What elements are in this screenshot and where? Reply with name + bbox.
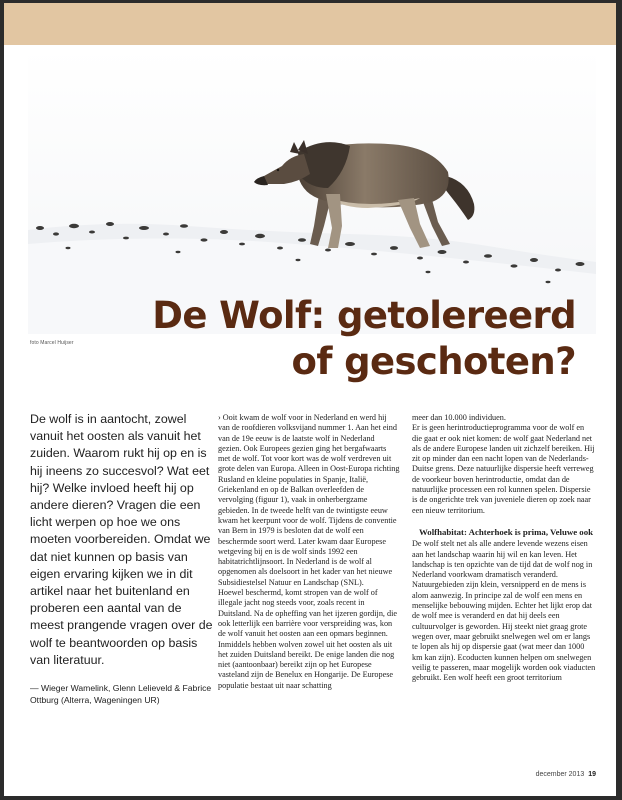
body-column-2 — [218, 413, 400, 691]
wolf-photo — [28, 48, 596, 334]
column3-paragraph-3: De wolf stelt net als alle andere levende wezens eisen aan het landschap waarin hij wil en kan leven. Het landschap is ten opzichte van de tijd dat de wolf nog in Nederland voorkwam dramatisch veranderd. Natuurgebieden zijn klein, versnipperd en de mens is alom aanwezig. In principe zal de wolf een mens en menselijke bebouwing mijden. Echter het lijkt erop dat de wolf mee is veranderd en dat hij deels een cultuurvolger is geworden. Hij steekt niet graag grote wegen over, maar gebruikt snelwegen wel om er langs te lopen als hij op dispersie gaat (wat meer dan 1000 km kan zijn). Ecoducten kunnen helpen om snelwegen veilig te passeren, maar mogelijk worden ook viaducten gebruikt. Een wolf heeft een groot territorium — [412, 539, 596, 683]
footer-date: december 2013 — [535, 771, 585, 778]
page-footer — [536, 771, 596, 778]
photo-credit: foto Marcel Huijser — [30, 340, 74, 346]
article-authors: — Wieger Wamelink, Glenn Lelieveld & Fabrice Ottburg (Alterra, Wageningen UR) — [30, 683, 212, 705]
wolf-on-snow-illustration — [28, 48, 596, 334]
body-column-3 — [412, 413, 596, 683]
column3-paragraph-1: meer dan 10.000 individuen. — [412, 413, 506, 422]
page-title — [152, 293, 576, 385]
page-number: 19 — [588, 771, 596, 778]
magazine-page — [4, 3, 616, 796]
column3-paragraph-2: Er is geen herintroductieprogramma voor de wolf en die gaat er ook niet komen: de wolf gaat Nederland net als de andere Europese landen uit zichzelf bereiken. Hij zit op minder dan een nacht lopen van de Nederlands-Duitse grens. Deze natuurlijke dispersie heeft verreweg de voorkeur boven herintroductie, omdat dan de natuurlijke processen een rol kunnen spelen. Dispersie is de ongerichte trek van juveniele dieren op zoek naar een nieuw territorium. — [412, 423, 595, 515]
article-intro: De wolf is in aantocht, zowel vanuit het oosten als vanuit het zuiden. Waarom rukt hij op en is hij ineens zo succesvol? Wat eet hij? Welke invloed heeft hij op andere dieren? Vragen die een licht werpen op hoe we ons moeten voorbereiden. Omdat we dat niet kunnen op basis van eigen ervaring kijken we in dit artikel naar het buitenland en proberen een aantal van de meest prangende vragen over de wolf te beantwoorden op basis van literatuur. — [30, 412, 213, 667]
column2-paragraph-1: › Ooit kwam de wolf voor in Nederland en werd hij van de roofdieren volksvijand nummer 1. Aan het eind van de 19e eeuw is de laatste wolf in Nederland gezien. Ook Europees gezien ging het bergafwaarts met de wolf. Tot voor kort was de wolf verdreven uit grote delen van Europa. Alleen in Oost-Europa richting Rusland en kleine populaties in Spanje, Italië, Griekenland en op de Balkan overleefden de vervolging (figuur 1), vaak in onherbergzame gebieden. In de tweede helft van de twintigste eeuw kwam het keerpunt voor de wolf. Tijdens de conventie van Bern in 1979 is besloten dat de wolf een beschermde soort werd. Later kwam daar Europese wetgeving bij en is de wolf sinds 1992 een habitatrichtlijnsoort. In Nederland is de wolf al opgenomen als doelsoort in het kader van het nieuwe Subsidiestelsel Natuur en Landschap (SNL). — [218, 413, 400, 587]
title-line-2: of geschoten? — [291, 340, 576, 383]
top-color-band — [4, 3, 616, 45]
title-line-1: De Wolf: getolereerd — [152, 294, 576, 337]
section-heading: Wolfhabitat: Achterhoek is prima, Veluwe ook — [419, 526, 593, 537]
column2-paragraph-2: Hoewel beschermd, komt stropen van de wolf of illegale jacht nog steeds voor, zoals recent in Duitsland. Na de opheffing van het ijzeren gordijn, die ook letterlijk een barrière voor verspreiding was, kon de wolf vanuit het oosten aan een opmars beginnen. Inmiddels hebben wolven zowel uit het oosten als uit het zuiden Duitsland bereikt. De enige landen die nog niet (aantoonbaar) bereikt zijn op het Europese vasteland zijn de Benelux en Hongarije. De Europese populatie bestaat uit naar schatting — [218, 588, 398, 690]
